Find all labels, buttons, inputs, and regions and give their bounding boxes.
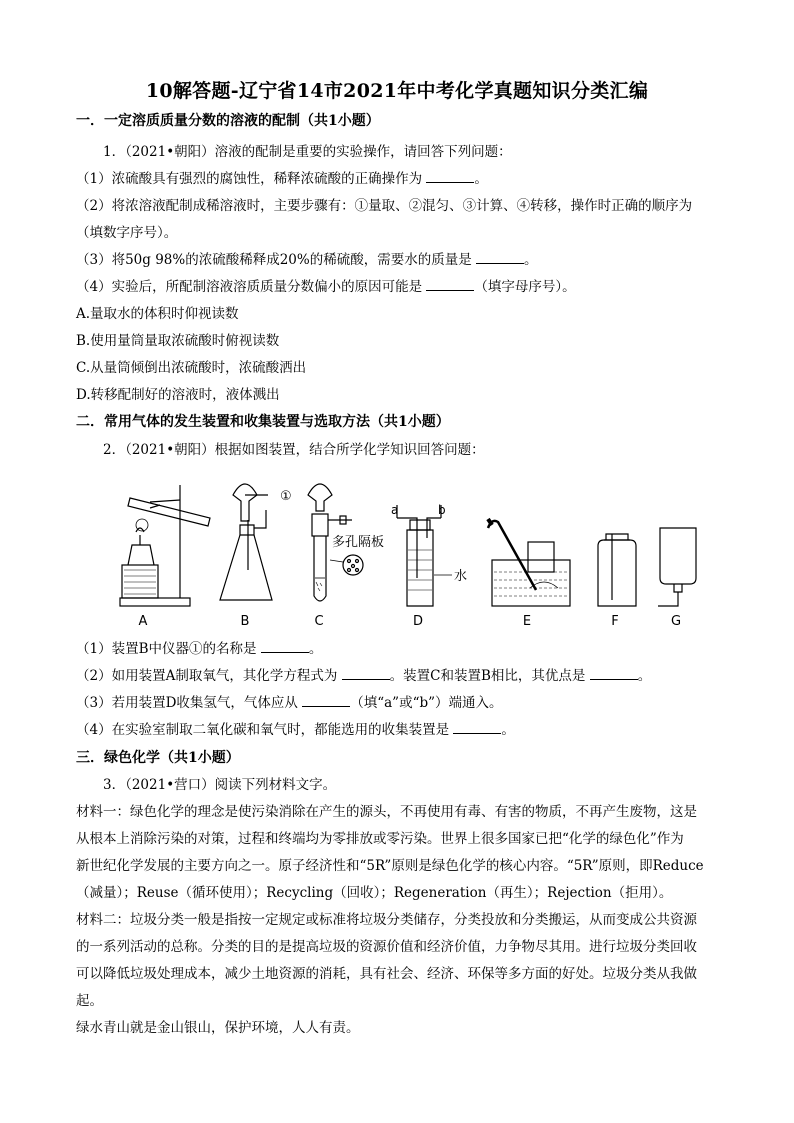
q3-stem: 3．（2021•营口）阅读下列材料文字。 (103, 777, 337, 793)
page-title: 10解答题-辽宁省14市2021年中考化学真题知识分类汇编 (145, 80, 649, 102)
answer-blank[interactable] (261, 640, 309, 653)
material1-line1: 材料一：绿色化学的理念是使污染消除在产生的源头，不再使用有毒、有害的物质，不再产生废物，这是 (76, 804, 697, 820)
apparatus-label-c: C (314, 614, 324, 629)
apparatus-g (658, 528, 696, 606)
closing-line: 绿水青山就是金山银山，保护环境，人人有责。 (76, 1020, 360, 1036)
label-b: b (438, 503, 446, 517)
material1-line3: 新世纪化学发展的主要方向之一。原子经济性和“5R”原则是绿色化学的核心内容。“5R”原则，即Reduce (76, 858, 704, 874)
label-circle-1: ① (280, 489, 292, 504)
apparatus-f (598, 534, 636, 606)
q2-part2: （2）如用装置A制取氧气，其化学方程式为 。装置C和装置B相比，其优点是 。 (76, 668, 652, 684)
section-heading-1: 一．一定溶质质量分数的溶液的配制（共1小题） (76, 113, 380, 129)
q1-part3: （3）将50g 98%的浓硫酸稀释成20%的稀硫酸，需要水的质量是 。 (76, 252, 538, 268)
q1-option-d: D.转移配制好的溶液时，液体溅出 (76, 387, 280, 403)
apparatus-label-e: E (522, 614, 532, 629)
answer-blank[interactable] (426, 278, 474, 291)
label-a: a (391, 503, 399, 517)
apparatus-label-d: D (412, 614, 424, 629)
q1-option-a: A.量取水的体积时仰视读数 (76, 306, 239, 322)
material2-line4: 起。 (76, 993, 103, 1009)
q1-part4: （4）实验后，所配制溶液溶质质量分数偏小的原因可能是 （填字母序号）。 (76, 279, 576, 295)
answer-blank[interactable] (476, 251, 524, 264)
q2-part4: （4）在实验室制取二氧化碳和氧气时，都能选用的收集装置是 。 (76, 722, 515, 738)
material1-line4: （减量）；Reuse（循环使用）；Recycling（回收）；Regeneration（再生）；Rejection（拒用）。 (76, 885, 673, 901)
apparatus-b (220, 484, 272, 600)
q1-part2-line1: （2）将浓溶液配制成稀溶液时，主要步骤有：①量取、②混匀、③计算、④转移，操作时正确的顺序为 (76, 198, 693, 214)
apparatus-figure (0, 470, 794, 640)
apparatus-label-g: G (670, 614, 682, 629)
q1-part2-line2: （填数字序号）。 (76, 225, 178, 241)
apparatus-label-b: B (240, 614, 250, 629)
q1-part1: （1）浓硫酸具有强烈的腐蚀性，稀释浓硫酸的正确操作为 。 (76, 171, 488, 187)
apparatus-label-a: A (138, 614, 148, 629)
answer-blank[interactable] (302, 694, 350, 707)
answer-blank[interactable] (453, 721, 501, 734)
apparatus-e (488, 519, 570, 606)
q1-option-c: C.从量筒倾倒出浓硫酸时，浓硫酸洒出 (76, 360, 307, 376)
answer-blank[interactable] (590, 667, 638, 680)
material2-line2: 的一系列活动的总称。分类的目的是提高垃圾的资源价值和经济价值，力争物尽其用。进行垃圾分类回收 (76, 939, 697, 955)
material1-line2: 从根本上消除污染的对策，过程和终端均为零排放或零污染。世界上很多国家已把“化学的绿色化”作为 (76, 831, 684, 847)
apparatus-a (120, 485, 210, 606)
label-water: 水 (454, 569, 468, 584)
section-heading-3: 三．绿色化学（共1小题） (76, 750, 240, 766)
apparatus-label-f: F (611, 614, 619, 629)
material2-line1: 材料二：垃圾分类一般是指按一定规定或标准将垃圾分类储存，分类投放和分类搬运，从而变成公共资源 (76, 912, 697, 928)
q1-option-b: B.使用量筒量取浓硫酸时俯视读数 (76, 333, 280, 349)
q2-part3: （3）若用装置D收集氢气，气体应从 （填“a”或“b”）端通入。 (76, 695, 503, 711)
answer-blank[interactable] (426, 170, 474, 183)
q1-stem: 1．（2021•朝阳）溶液的配制是重要的实验操作，请回答下列问题： (103, 144, 512, 160)
label-porous-plate: 多孔隔板 (332, 535, 385, 550)
q2-part1: （1）装置B中仪器①的名称是 。 (76, 641, 323, 657)
material2-line3: 可以降低垃圾处理成本，减少土地资源的消耗，具有社会、经济、环保等多方面的好处。垃圾分类从我做 (76, 966, 697, 982)
apparatus-d (397, 505, 452, 606)
q2-stem: 2．（2021•朝阳）根据如图装置，结合所学化学知识回答问题： (103, 442, 485, 458)
answer-blank[interactable] (342, 667, 390, 680)
section-heading-2: 二．常用气体的发生装置和收集装置与选取方法（共1小题） (76, 414, 450, 430)
